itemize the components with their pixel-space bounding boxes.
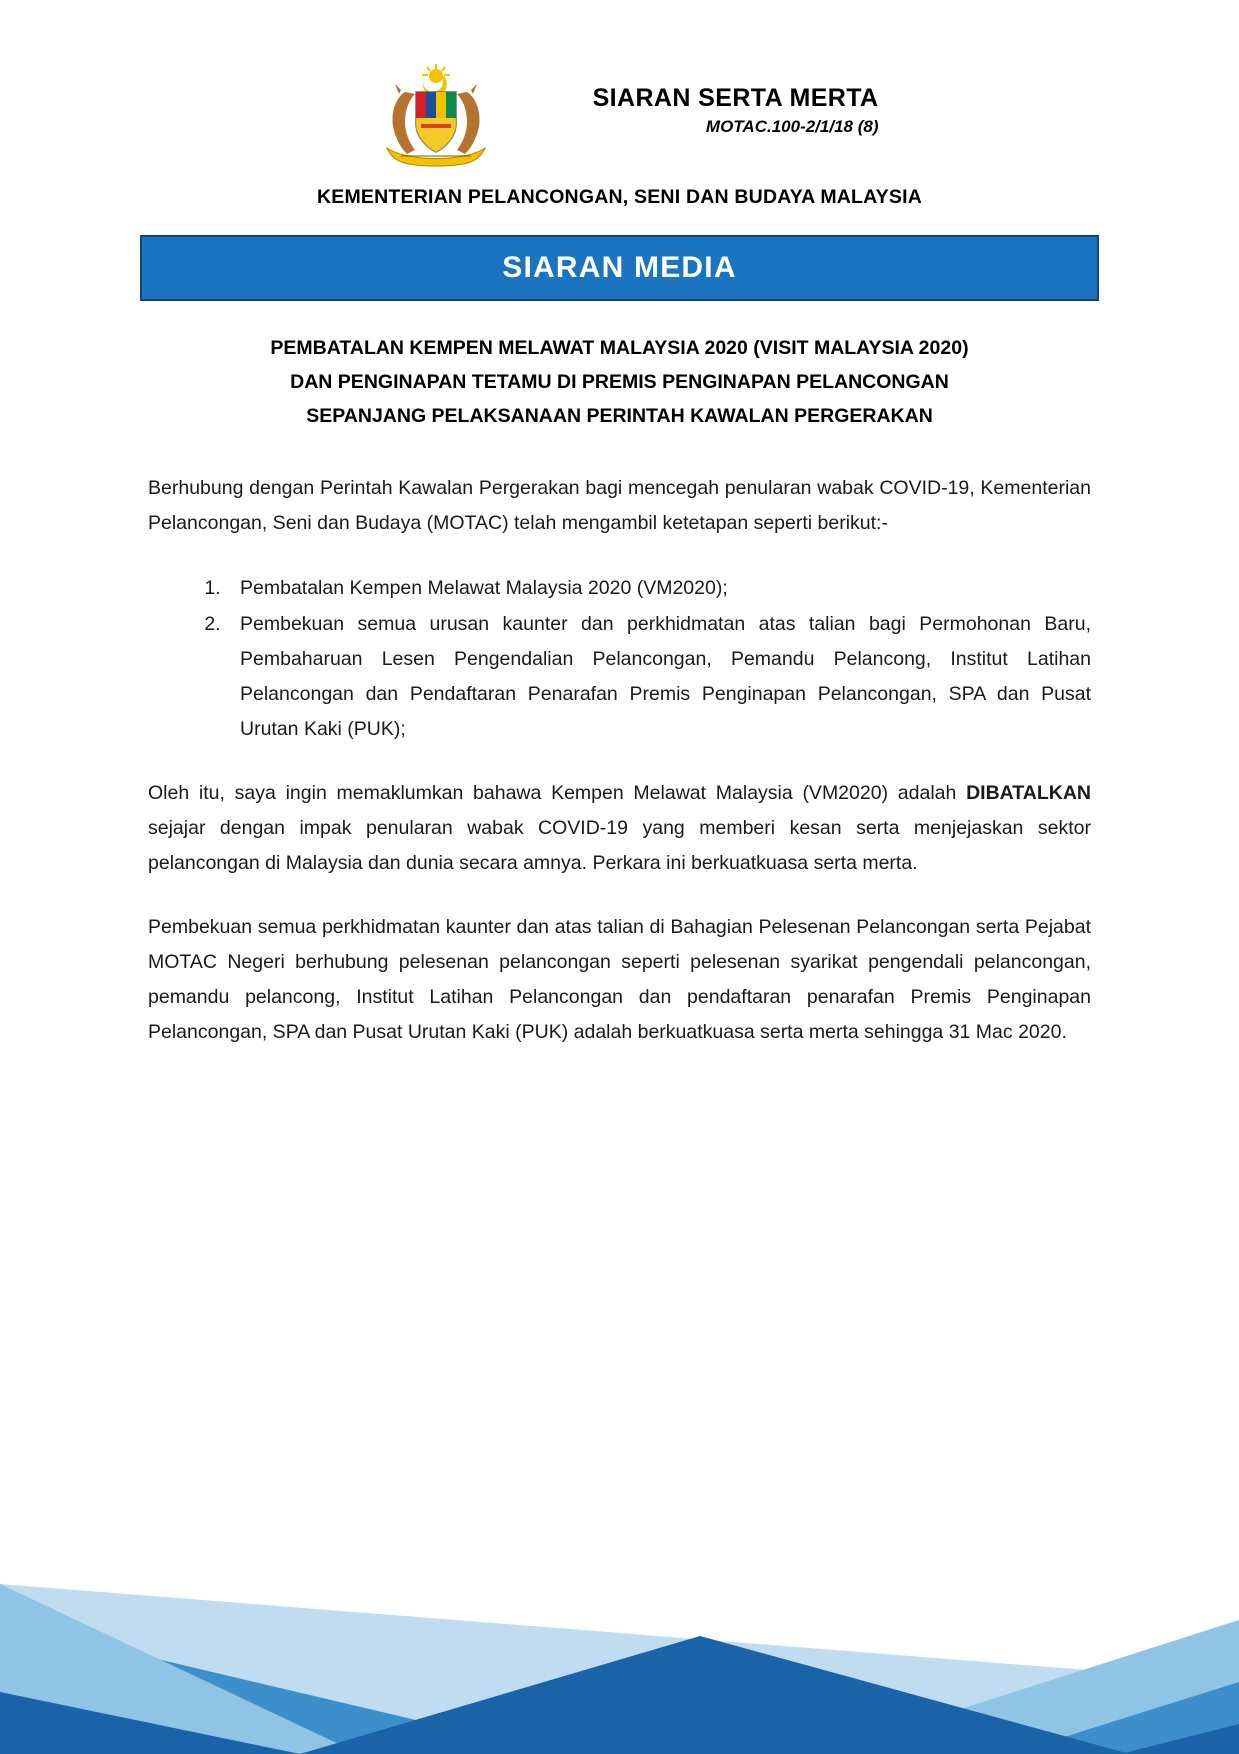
service-suspension-paragraph: Pembekuan semua perkhidmatan kaunter dan atas talian di Bahagian Pelesenan Pelancongan serta Pejabat MOTAC Negeri berhubung pelesenan pelancongan seperti pelesenan syarikat pengendali pelancongan, pemandu pelancong, Institut Latihan Pelancongan dan pendaftaran penarafan Premis Penginapan Pelancongan, SPA dan Pusat Urutan Kaki (PUK) adalah berkuatkuasa serta merta sehingga 31 Mac 2020. — [148, 916, 1091, 1043]
cancellation-text-part1: Oleh itu, saya ingin memaklumkan bahawa Kempen Melawat Malaysia (VM2020) adalah — [148, 782, 967, 805]
document-reference-number: MOTAC.100-2/1/18 (8) — [705, 116, 879, 136]
header-title-block — [539, 62, 879, 137]
blue-triangle-decoration-icon — [0, 1424, 1239, 1754]
list-item: 2. Pembekuan semua urusan kaunter dan perkhidmatan atas talian bagi Permohonan Baru, Pembaharuan Lesen Pengendalian Pelancongan, Pemandu Pelancong, Institut Latihan Pelancongan dan Pendaftaran Penarafan Premis Penginapan Pelancongan, SPA dan Pusat Urutan Kaki (PUK); — [226, 607, 1091, 746]
ministry-name: KEMENTERIAN PELANCONGAN, SENI DAN BUDAYA MALAYSIA — [317, 186, 922, 208]
subject-line-2: DAN PENGINAPAN TETAMU DI PREMIS PENGINAPAN PELANCONGAN — [290, 371, 949, 394]
document-subject — [150, 331, 1089, 433]
press-release-type: SIARAN SERTA MERTA — [592, 84, 879, 112]
media-release-banner — [140, 235, 1099, 301]
subject-line-1: PEMBATALAN KEMPEN MELAWAT MALAYSIA 2020 (VISIT MALAYSIA 2020) — [270, 337, 969, 359]
cancellation-paragraph — [148, 776, 1091, 880]
document-header — [0, 0, 1239, 170]
cancellation-emphasis: DIBATALKAN — [966, 782, 1091, 805]
decision-list — [148, 571, 1091, 747]
subject-line-3: SEPANJANG PELAKSANAAN PERINTAH KAWALAN PERGERAKAN — [306, 405, 933, 428]
intro-paragraph: Berhubung dengan Perintah Kawalan Pergerakan bagi mencegah penularan wabak COVID-19, Kementerian Pelancongan, Seni dan Budaya (MOTAC) telah mengambil ketetapan seperti berikut:- — [148, 477, 1091, 535]
document-body — [148, 471, 1091, 1049]
banner-label: SIARAN MEDIA — [502, 251, 737, 284]
malaysia-coat-of-arms-icon — [361, 62, 511, 170]
cancellation-text-part2: sejajar dengan impak penularan wabak COVID-19 yang memberi kesan serta menjejaskan sektor pelancongan di Malaysia dan dunia secara amnya. Perkara ini berkuatkuasa serta merta. — [148, 817, 1091, 874]
list-item: 1. Pembatalan Kempen Melawat Malaysia 2020 (VM2020); — [226, 571, 1091, 606]
